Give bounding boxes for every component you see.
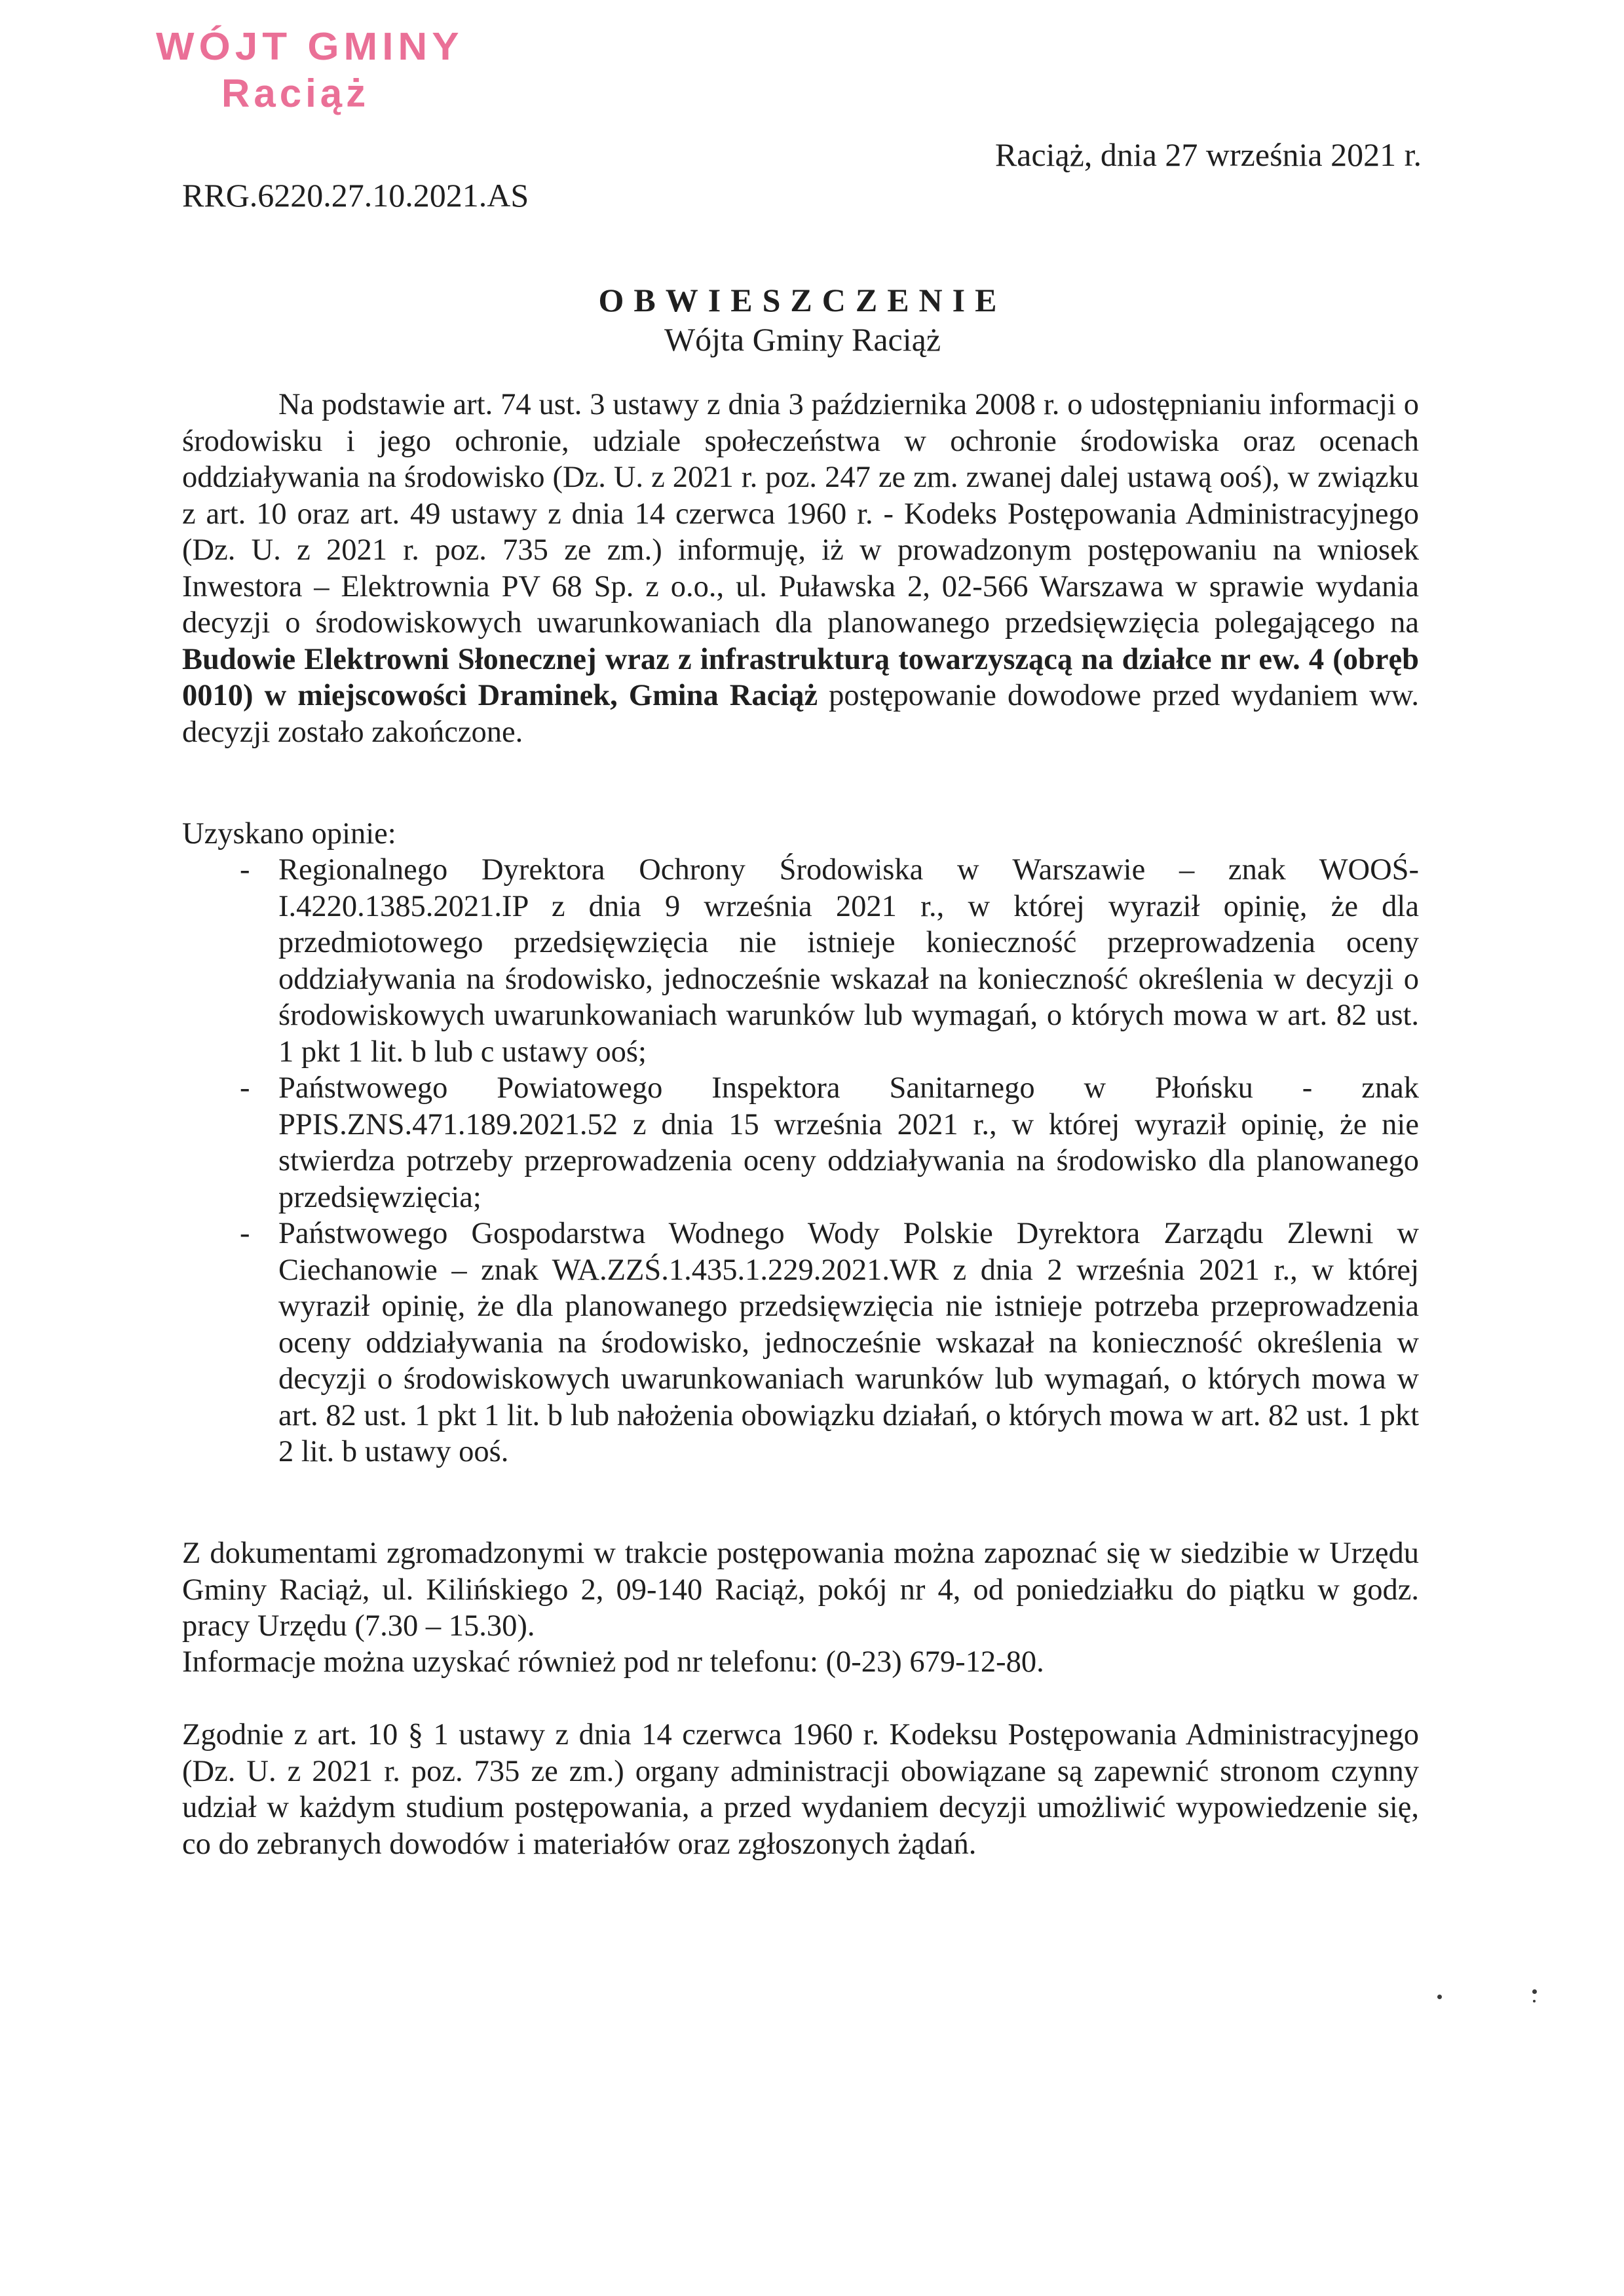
- main-paragraph: [182, 387, 1419, 750]
- main-paragraph-text-end: postępowanie dowodowe przed wydaniem ww. decyzji zostało zakończone.: [182, 679, 1419, 749]
- dash-bullet-icon: -: [240, 1217, 250, 1250]
- opinion-text: Regionalnego Dyrektora Ochrony Środowiska w Warszawie – znak WOOŚ-I.4220.1385.2021.IP z dnia 9 września 2021 r., w której wyraził opinię, że dla przedmiotowego przedsięwzięcia nie istnieje konieczność przeprowadzenia oceny oddziaływania na środowisko, jednocześnie wskazał na konieczność określenia w decyzji o środowiskowych uwarunkowaniach warunków lub wymagań, o których mowa w art. 82 ust. 1 pkt 1 lit. b lub c ustawy ooś;: [278, 853, 1419, 1069]
- phone-info-line: Informacje można uzyskać również pod nr telefonu: (0-23) 679-12-80.: [182, 1645, 1044, 1679]
- scan-speck: [1437, 1995, 1442, 1999]
- dash-bullet-icon: -: [240, 1071, 250, 1105]
- official-stamp-line2: Raciąż: [221, 71, 370, 115]
- opinion-item-wody-polskie: [182, 1215, 1419, 1470]
- legal-note-paragraph: Zgodnie z art. 10 § 1 ustawy z dnia 14 czerwca 1960 r. Kodeksu Postępowania Administracyjnego (Dz. U. z 2021 r. poz. 735 ze zm.) organy administracji obowiązane są zapewnić stronom czynny udział w każdym studium postępowania, a przed wydaniem decyzji umożliwić wypowiedzenie się, co do zebranych dowodów i materiałów oraz zgłoszonych żądań.: [182, 1718, 1419, 1861]
- document-subtitle: Wójta Gminy Raciąż: [664, 321, 941, 358]
- documents-access-paragraph: Z dokumentami zgromadzonymi w trakcie postępowania można zapoznać się w siedzibie w Urzędu Gminy Raciąż, ul. Kilińskiego 2, 09-140 Raciąż, pokój nr 4, od poniedziałku do piątku w godz. pracy Urzędu (7.30 – 15.30).: [182, 1537, 1419, 1643]
- document-title: OBWIESZCZENIE: [598, 282, 1007, 318]
- opinion-item-ppis: [182, 1070, 1419, 1215]
- official-stamp-line1: WÓJT GMINY: [156, 25, 464, 69]
- opinion-text: Państwowego Powiatowego Inspektora Sanitarnego w Płońsku - znak PPIS.ZNS.471.189.2021.52 z dnia 15 września 2021 r., w której wyraził opinię, że nie stwierdza potrzeby przeprowadzenia oceny oddziaływania na środowisko dla planowanego przedsięwzięcia;: [278, 1071, 1419, 1214]
- project-description-bold: Budowie Elektrowni Słonecznej wraz z infrastrukturą towarzyszącą na działce nr ew. 4 (obręb 0010) w miejscowości Draminek, Gmina Raciąż: [182, 642, 1419, 712]
- opinions-label: Uzyskano opinie:: [182, 817, 396, 851]
- main-paragraph-text-start: Na podstawie art. 74 ust. 3 ustawy z dnia 3 października 2008 r. o udostępnianiu informacji o środowisku i jego ochronie, udziale społeczeństwa w ochronie środowiska oraz ocenach oddziaływania na środowisko (Dz. U. z 2021 r. poz. 247 ze zm. zwanej dalej ustawą ooś), w związku z art. 10 oraz art. 49 ustawy z dnia 14 czerwca 1960 r. - Kodeks Postępowania Administracyjnego (Dz. U. z 2021 r. poz. 735 ze zm.) informuję, iż w prowadzonym postępowaniu na wniosek Inwestora – Elektrownia PV 68 Sp. z o.o., ul. Puławska 2, 02-566 Warszawa w sprawie wydania decyzji o środowiskowych uwarunkowaniach dla planowanego przedsięwzięcia polegającego na: [182, 388, 1419, 640]
- scan-speck: [1533, 2000, 1536, 2002]
- scan-speck: [1532, 1989, 1537, 1994]
- opinion-item-rdos: [182, 852, 1419, 1070]
- opinion-text: Państwowego Gospodarstwa Wodnego Wody Polskie Dyrektora Zarządu Zlewni w Ciechanowie – znak WA.ZZŚ.1.435.1.229.2021.WR z dnia 2 września 2021 r., w której wyraził opinię, że dla planowanego przedsięwzięcia nie istnieje potrzeba przeprowadzenia oceny oddziaływania na środowisko, jednocześnie wskazał na konieczność określenia w decyzji o środowiskowych uwarunkowaniach warunków lub wymagań, o których mowa w art. 82 ust. 1 pkt 1 lit. b lub nałożenia obowiązku działań, o których mowa w art. 82 ust. 1 pkt 2 lit. b ustawy ooś.: [278, 1217, 1419, 1468]
- opinions-list: [182, 852, 1419, 1470]
- document-date: Raciąż, dnia 27 września 2021 r.: [994, 136, 1422, 173]
- reference-number: RRG.6220.27.10.2021.AS: [182, 177, 529, 214]
- dash-bullet-icon: -: [240, 853, 250, 887]
